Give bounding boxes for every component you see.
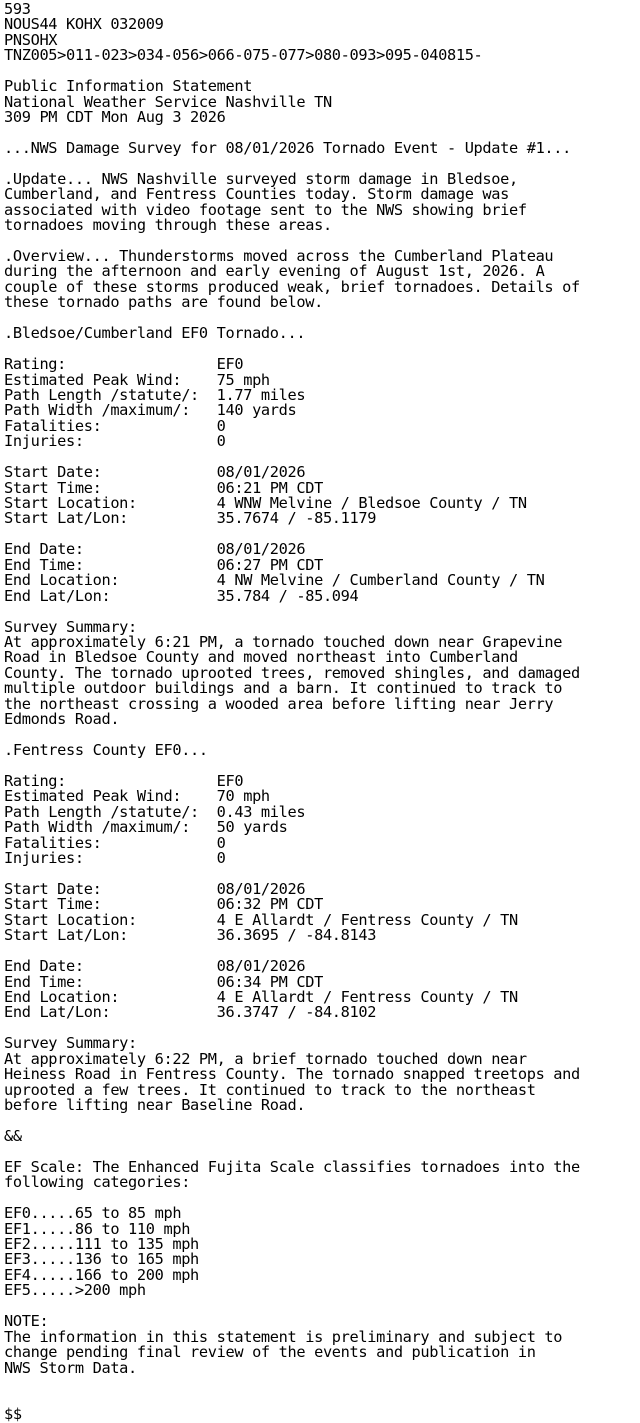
document-line: couple of these storms produced weak, brief tornadoes. Details of bbox=[4, 277, 580, 296]
document-line: EF1.....86 to 110 mph bbox=[4, 1219, 191, 1238]
document-line: EF Scale: The Enhanced Fujita Scale classifies tornadoes into the bbox=[4, 1157, 580, 1176]
document-line: At approximately 6:21 PM, a tornado touched down near Grapevine bbox=[4, 632, 563, 651]
document-line: EF0.....65 to 85 mph bbox=[4, 1204, 182, 1223]
document-line: Start Location: 4 WNW Melvine / Bledsoe County / TN bbox=[4, 494, 527, 512]
document-line: change pending final review of the events and publication in bbox=[4, 1343, 536, 1362]
document-line: tornadoes moving through these areas. bbox=[4, 216, 332, 235]
document-line: Start Location: 4 E Allardt / Fentress County / TN bbox=[4, 910, 518, 929]
document-line bbox=[4, 1114, 640, 1129]
document-line: NOUS44 KOHX 032009 bbox=[4, 15, 164, 34]
document-line: ...NWS Damage Survey for 08/01/2026 Tornado Event - Update #1... bbox=[4, 138, 572, 157]
document-line bbox=[4, 1376, 640, 1391]
document-line: NOTE: bbox=[4, 1312, 49, 1331]
document-line: Edmonds Road. bbox=[4, 710, 120, 729]
document-line: National Weather Service Nashville TN bbox=[4, 92, 332, 111]
document-line: Injuries: 0 bbox=[4, 849, 226, 868]
document-line: .Overview... Thunderstorms moved across the Cumberland Plateau bbox=[4, 247, 554, 265]
document-line: EF2.....111 to 135 mph bbox=[4, 1235, 199, 1253]
document-line: Fatalities: 0 bbox=[4, 416, 226, 435]
document-line: multiple outdoor buildings and a barn. It continued to track to bbox=[4, 679, 563, 698]
document-line: Path Width /maximum/: 50 yards bbox=[4, 818, 288, 837]
document-line: .Bledsoe/Cumberland EF0 Tornado... bbox=[4, 324, 306, 343]
document-line: End Location: 4 NW Melvine / Cumberland County / TN bbox=[4, 571, 545, 590]
document-line: associated with video footage sent to the NWS showing brief bbox=[4, 200, 527, 219]
document-line: Survey Summary: bbox=[4, 617, 137, 636]
document-line: Path Length /statute/: 1.77 miles bbox=[4, 385, 306, 404]
document-line: uprooted a few trees. It continued to track to the northeast bbox=[4, 1080, 536, 1099]
document-line: Survey Summary: bbox=[4, 1034, 137, 1053]
document-line: EF3.....136 to 165 mph bbox=[4, 1250, 199, 1269]
document-line: Start Lat/Lon: 35.7674 / -85.1179 bbox=[4, 509, 377, 528]
document-line: Rating: EF0 bbox=[4, 355, 244, 374]
document-line: End Time: 06:34 PM CDT bbox=[4, 972, 323, 991]
document-line: County. The tornado uprooted trees, removed shingles, and damaged bbox=[4, 663, 580, 682]
document-line: Estimated Peak Wind: 70 mph bbox=[4, 787, 270, 806]
document-line: End Location: 4 E Allardt / Fentress County / TN bbox=[4, 988, 518, 1006]
document-line: during the afternoon and early evening of August 1st, 2026. A bbox=[4, 262, 545, 281]
document-line: Start Date: 08/01/2026 bbox=[4, 879, 306, 898]
document-line: these tornado paths are found below. bbox=[4, 293, 323, 312]
document-line: End Lat/Lon: 36.3747 / -84.8102 bbox=[4, 1003, 377, 1022]
document-line: Heiness Road in Fentress County. The tornado snapped treetops and bbox=[4, 1065, 580, 1084]
document-line: Start Time: 06:32 PM CDT bbox=[4, 895, 323, 914]
document-line: Start Date: 08/01/2026 bbox=[4, 463, 306, 482]
document-line: Path Length /statute/: 0.43 miles bbox=[4, 802, 306, 821]
document-line: Rating: EF0 bbox=[4, 771, 244, 790]
document-line: End Date: 08/01/2026 bbox=[4, 540, 306, 559]
document-line: End Time: 06:27 PM CDT bbox=[4, 555, 323, 574]
document-line: Cumberland, and Fentress Counties today. Storm damage was bbox=[4, 185, 509, 204]
document-line: Injuries: 0 bbox=[4, 432, 226, 451]
document-line: PNSOHX bbox=[4, 30, 58, 49]
document-line: before lifting near Baseline Road. bbox=[4, 1096, 306, 1115]
document-line: Start Lat/Lon: 36.3695 / -84.8143 bbox=[4, 926, 377, 945]
document-line: Fatalities: 0 bbox=[4, 833, 226, 852]
document-line: End Lat/Lon: 35.784 / -85.094 bbox=[4, 586, 359, 605]
document-line: Path Width /maximum/: 140 yards bbox=[4, 401, 297, 420]
document-line: && bbox=[4, 1126, 22, 1145]
document-line: 593 bbox=[4, 0, 31, 18]
document-line: Public Information Statement bbox=[4, 77, 253, 96]
document-line: .Update... NWS Nashville surveyed storm damage in Bledsoe, bbox=[4, 169, 518, 188]
document-line: 309 PM CDT Mon Aug 3 2026 bbox=[4, 108, 226, 127]
document-line bbox=[4, 1391, 640, 1406]
document-line: the northeast crossing a wooded area before lifting near Jerry bbox=[4, 694, 554, 713]
document-line: following categories: bbox=[4, 1173, 191, 1192]
document-line: Estimated Peak Wind: 75 mph bbox=[4, 370, 270, 389]
document-line: EF4.....166 to 200 mph bbox=[4, 1265, 199, 1284]
document-line: $$ bbox=[4, 1404, 22, 1423]
document-line: The information in this statement is preliminary and subject to bbox=[4, 1327, 563, 1346]
document-line: At approximately 6:22 PM, a brief tornado touched down near bbox=[4, 1049, 527, 1068]
document-line: Road in Bledsoe County and moved northeast into Cumberland bbox=[4, 648, 518, 667]
document-line: .Fentress County EF0... bbox=[4, 741, 208, 759]
document-line: EF5.....>200 mph bbox=[4, 1281, 146, 1300]
document-line: NWS Storm Data. bbox=[4, 1358, 137, 1377]
document-line: TNZ005>011-023>034-056>066-075-077>080-093>095-040815- bbox=[4, 46, 483, 65]
document-line: Start Time: 06:21 PM CDT bbox=[4, 478, 323, 497]
document-line: End Date: 08/01/2026 bbox=[4, 957, 306, 976]
document-line bbox=[4, 1299, 640, 1314]
